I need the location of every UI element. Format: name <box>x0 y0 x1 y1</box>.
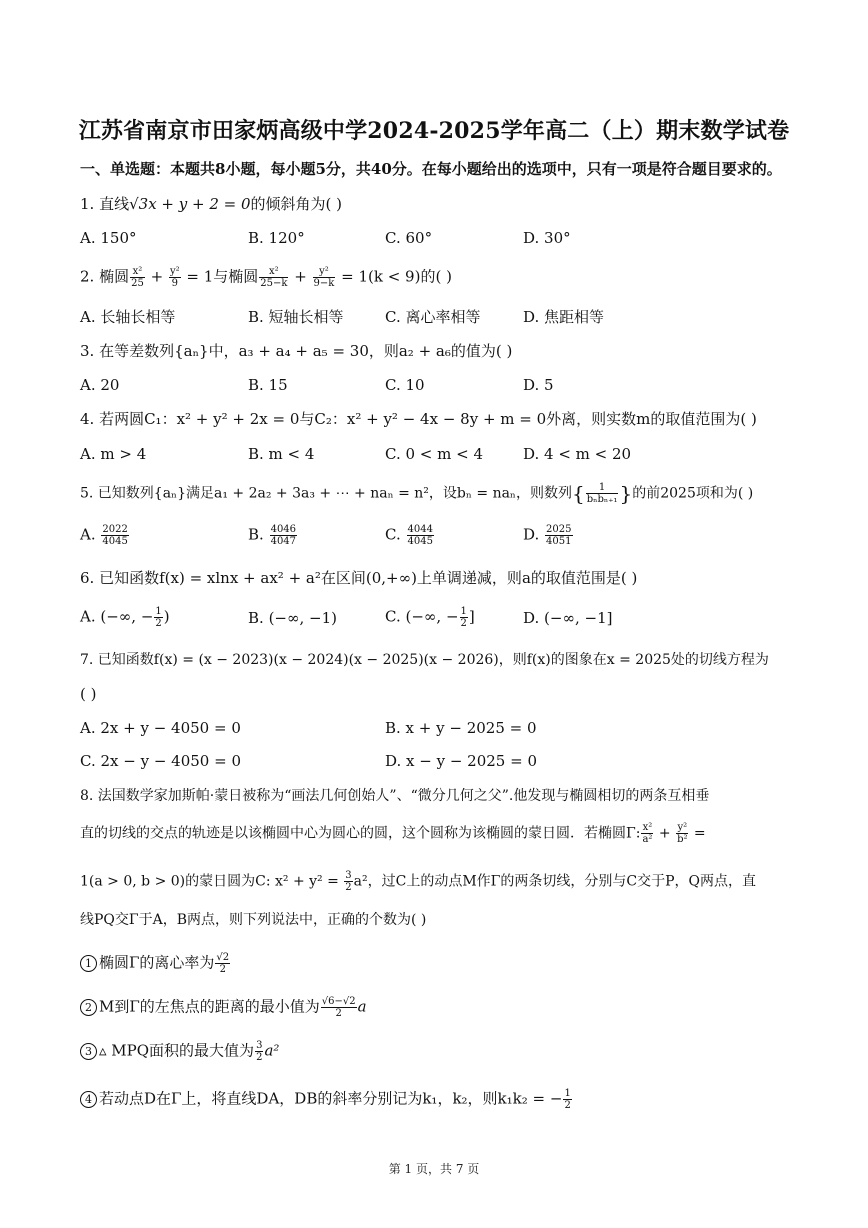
q2-frac-4 <box>313 266 336 289</box>
q6-option-d-text: (−∞, −1] <box>544 609 613 627</box>
q8-line2-prefix: 直的切线的交点的轨迹是以该椭圆中心为圆心的圆，这个圆称为该椭圆的蒙日圆．若椭圆Γ: <box>80 825 641 842</box>
q2-frac-3-den: 25−k <box>260 278 288 289</box>
q5-option-b <box>248 524 298 547</box>
q6-option-a-frac <box>154 606 162 629</box>
question-5-stem <box>80 482 753 505</box>
q8-line3-frac <box>344 870 352 893</box>
q8-line3-frac-den: 2 <box>345 882 352 893</box>
q5-option-d-num: 2025 <box>546 524 572 535</box>
q6-option-b-label: B. <box>248 609 264 627</box>
q8-statement-3 <box>80 1040 279 1063</box>
q8-statement-3-den: 2 <box>256 1052 263 1063</box>
q5-option-d-den: 4051 <box>546 536 572 547</box>
q6-option-c-after: ] <box>468 607 475 626</box>
q8-line2-suffix: = <box>689 825 706 842</box>
q7-option-d: D. x − y − 2025 = 0 <box>385 752 537 770</box>
q6-option-c-num: 1 <box>460 606 467 617</box>
q1-option-b: B. 120° <box>248 229 305 247</box>
q2-option-c: C. 离心率相等 <box>385 308 481 326</box>
q5-option-d <box>523 524 574 547</box>
q5-brace-left: { <box>572 481 585 506</box>
q5-suffix: 的前2025项和为( ) <box>632 485 754 502</box>
q2-option-d: D. 焦距相等 <box>523 308 605 326</box>
q4-option-d: D. 4 < m < 20 <box>523 445 632 463</box>
q8-statement-4 <box>80 1088 573 1111</box>
q6-option-a-num: 1 <box>155 606 162 617</box>
q5-prefix: 5. 已知数列{aₙ}满足a₁ + 2a₂ + 3a₃ + ⋯ + naₙ = n²，设bₙ = naₙ，则数列 <box>80 485 572 502</box>
q8-statement-3-text: ▵ MPQ面积的最大值为 <box>99 1041 255 1060</box>
page-footer: 第 1 页，共 7 页 <box>388 1162 480 1176</box>
q4-option-b: B. m < 4 <box>248 445 315 463</box>
q2-option-b: B. 短轴长相等 <box>248 308 344 326</box>
q1-option-a: A. 150° <box>80 229 137 247</box>
q8-statement-1-text: 椭圆Γ的离心率为 <box>99 953 215 972</box>
q6-option-a <box>80 606 170 629</box>
q4-option-a: A. m > 4 <box>80 445 147 463</box>
q8-statement-4-text: 若动点D在Γ上，将直线DA，DB的斜率分别记为k₁，k₂，则k₁k₂ = − <box>99 1089 563 1108</box>
q5-option-c <box>385 524 435 547</box>
q8-line2-frac-2 <box>676 822 688 845</box>
section-heading: 一、单选题：本题共8小题，每小题5分，共40分。在每小题给出的选项中，只有一项是符合题目要求的。 <box>80 160 782 178</box>
q2-frac-4-den: 9−k <box>313 278 335 289</box>
question-1-stem <box>80 194 342 214</box>
q2-frac-2-den: 9 <box>169 277 181 289</box>
q8-line2-frac-1 <box>641 822 653 845</box>
q8-line2-frac-2-den: b² <box>677 834 688 845</box>
q5-option-b-den: 4047 <box>270 536 297 547</box>
q7-option-b: B. x + y − 2025 = 0 <box>385 719 537 737</box>
q8-line2-frac-1-den: a² <box>642 834 653 845</box>
q8-statement-3-num: 3 <box>256 1040 263 1051</box>
q8-statement-2-den: 2 <box>321 1007 357 1019</box>
q5-option-b-num: 4046 <box>270 524 297 535</box>
question-8-line-3 <box>80 870 756 893</box>
q6-option-d <box>523 608 612 628</box>
q8-statement-3-marker: 3 <box>80 1043 97 1060</box>
q8-statement-4-num: 1 <box>564 1088 571 1099</box>
question-3-stem: 3. 在等差数列{aₙ}中，a₃ + a₄ + a₅ = 30，则a₂ + a₆的值为( ) <box>80 342 513 360</box>
q6-option-b <box>248 608 337 628</box>
q6-option-b-text: (−∞, −1) <box>268 609 337 627</box>
question-4-stem: 4. 若两圆C₁：x² + y² + 2x = 0与C₂：x² + y² − 4x − 8y + m = 0外离，则实数m的取值范围为( ) <box>80 410 757 428</box>
q5-option-a-den: 4045 <box>102 536 128 547</box>
q2-option-a: A. 长轴长相等 <box>80 308 176 326</box>
q8-statement-1-marker: 1 <box>80 955 97 972</box>
q8-statement-2-num: √6−√2 <box>321 996 356 1007</box>
q2-frac-4-num: y² <box>319 266 329 277</box>
question-2-stem: 2. 椭圆 $\frac{\text{x²}}{25}$ + $\frac{\text{y²}}{9}$ = 1与椭圆 $\frac{\text{x²}}{25-k}$ + $\frac{\text{y²}}{9-k}$ = 1(k < 9)的( ) <box>80 266 452 289</box>
page-title: 江苏省南京市田家炳高级中学2024-2025学年高二（上）期末数学试卷 <box>78 118 790 144</box>
q5-option-c-label: C. <box>385 525 401 544</box>
q8-line3-suffix: a²，过C上的动点M作Γ的两条切线，分别与C交于P，Q两点，直 <box>353 873 756 890</box>
q8-line3-prefix: 1(a > 0, b > 0)的蒙日圆为C: x² + y² = <box>80 873 344 890</box>
q5-option-a <box>80 524 130 547</box>
q1-option-d: D. 30° <box>523 229 571 247</box>
q1-option-c: C. 60° <box>385 229 433 247</box>
q2-frac-3 <box>259 266 288 289</box>
q1-prefix: 1. 直线 <box>80 195 130 213</box>
q6-option-c-before: (−∞, − <box>405 607 459 626</box>
q8-line3-frac-num: 3 <box>345 870 352 881</box>
q6-option-c-label: C. <box>385 607 401 626</box>
q2-suffix: = 1(k < 9)的( ) <box>336 267 452 286</box>
q1-math: √3x + y + 2 = 0 <box>129 195 251 213</box>
question-6-stem: 6. 已知函数f(x) = xlnx + ax² + a²在区间(0,+∞)上单调递减，则a的取值范围是( ) <box>80 569 638 587</box>
q8-statement-2-after: a <box>357 997 367 1016</box>
q8-statement-1-den: 2 <box>215 963 230 975</box>
q8-statement-4-den: 2 <box>564 1100 571 1111</box>
q6-option-a-label: A. <box>80 607 96 626</box>
question-7-stem-line-2: ( ) <box>80 685 97 703</box>
q1-suffix: 的倾斜角为( ) <box>250 195 343 213</box>
q4-option-c: C. 0 < m < 4 <box>385 445 483 463</box>
q3-option-b: B. 15 <box>248 376 288 394</box>
q2-frac-3-num: x² <box>269 266 279 277</box>
q2-mid: = 1与椭圆 <box>181 267 259 286</box>
q8-statement-1-frac <box>215 952 230 975</box>
q2-frac-2 <box>169 266 181 289</box>
q7-option-c: C. 2x − y − 4050 = 0 <box>80 752 241 770</box>
q8-statement-3-frac <box>255 1040 263 1063</box>
q8-statement-2-text: M到Γ的左焦点的距离的最小值为 <box>99 997 320 1016</box>
q8-statement-1-num: √2 <box>216 952 230 963</box>
q5-option-c-num: 4044 <box>407 524 433 535</box>
q5-frac-den: bₙbₙ₊₁ <box>586 494 618 505</box>
q8-line2-frac-1-num: x² <box>642 822 653 833</box>
q7-option-a: A. 2x + y − 4050 = 0 <box>80 719 241 737</box>
q5-option-a-frac <box>101 524 128 547</box>
q8-statement-4-marker: 4 <box>80 1091 97 1108</box>
q5-option-b-label: B. <box>248 525 264 544</box>
q2-frac-1-den: 25 <box>131 278 144 289</box>
q2-prefix: 2. 椭圆 <box>80 267 130 286</box>
q5-option-a-label: A. <box>80 525 96 544</box>
q5-brace-right: } <box>619 481 633 506</box>
q8-statement-2-frac <box>321 996 357 1019</box>
q2-frac-2-num: y² <box>169 266 180 277</box>
q5-option-c-frac <box>407 524 434 547</box>
q8-statement-4-frac <box>563 1088 571 1111</box>
question-8-line-2: 直的切线的交点的轨迹是以该椭圆中心为圆心的圆，这个圆称为该椭圆的蒙日圆．若椭圆Γ: $\frac{\text{x²}}{\text{a²}}$ + $\frac{\text{y²}}{\text{b²}}$ = <box>80 822 706 845</box>
q5-option-b-frac <box>270 524 297 547</box>
question-7-stem-line-1: 7. 已知函数f(x) = (x − 2023)(x − 2024)(x − 2025)(x − 2026)，则f(x)的图象在x = 2025处的切线方程为 <box>80 652 769 668</box>
q2-frac-1-num: x² <box>132 266 143 277</box>
q8-statement-1 <box>80 952 231 975</box>
q8-statement-3-after: a² <box>264 1041 280 1060</box>
q5-option-a-num: 2022 <box>102 524 128 535</box>
q3-option-a: A. 20 <box>80 376 120 394</box>
question-8-line-1: 8. 法国数学家加斯帕·蒙日被称为“画法几何创始人”、“微分几何之父”.他发现与椭圆相切的两条互相垂 <box>80 788 710 804</box>
q5-frac-num: 1 <box>598 482 606 493</box>
q6-option-c-den: 2 <box>460 618 467 629</box>
q8-statement-2 <box>80 996 367 1019</box>
q6-option-c-frac <box>460 606 468 629</box>
q5-option-c-den: 4045 <box>407 536 433 547</box>
q6-option-a-after: ) <box>163 607 170 626</box>
q3-option-c: C. 10 <box>385 376 425 394</box>
q8-statement-2-marker: 2 <box>80 999 97 1016</box>
q6-option-c <box>385 606 475 629</box>
question-8-line-4: 线PQ交Γ于A，B两点，则下列说法中，正确的个数为( ) <box>80 912 427 928</box>
q5-frac <box>586 482 619 505</box>
q3-option-d: D. 5 <box>523 376 554 394</box>
q6-option-a-before: (−∞, − <box>100 607 154 626</box>
q8-line2-frac-2-num: y² <box>677 822 688 833</box>
q5-option-d-label: D. <box>523 525 540 544</box>
q2-frac-1 <box>130 266 145 289</box>
q5-option-d-frac <box>545 524 572 547</box>
q6-option-d-label: D. <box>523 609 540 627</box>
q6-option-a-den: 2 <box>155 618 162 629</box>
